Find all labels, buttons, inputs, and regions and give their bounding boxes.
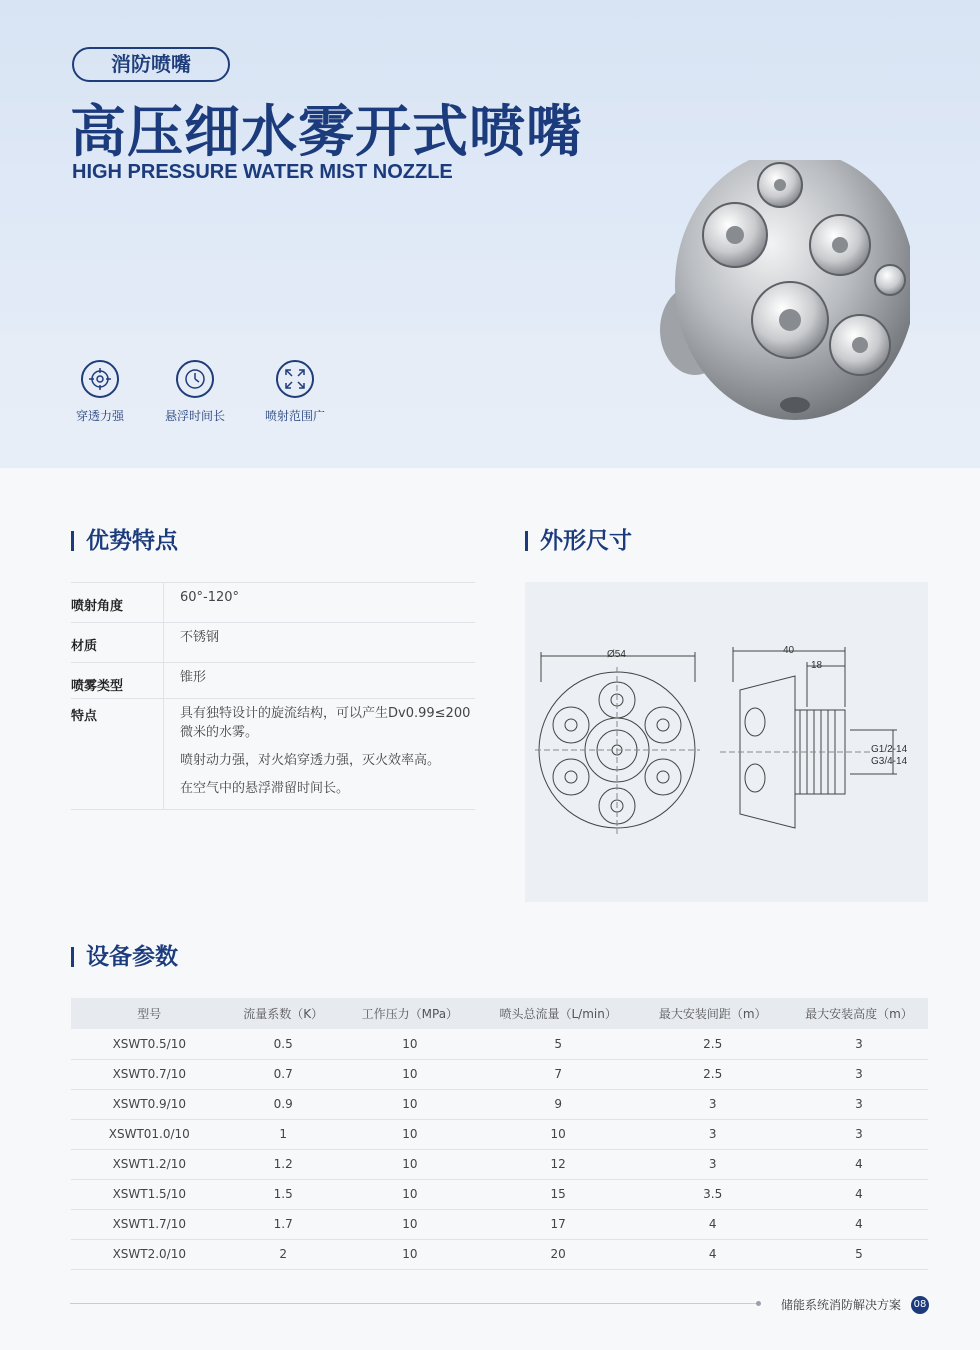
nozzle-product-image <box>655 160 910 430</box>
table-cell: 2.5 <box>635 1029 790 1059</box>
table-cell: 5 <box>481 1029 636 1059</box>
table-row <box>71 1179 928 1209</box>
clock-icon <box>176 360 214 398</box>
dim-thread-2: G3/4-14 <box>871 756 908 767</box>
table-cell: 3 <box>635 1089 790 1119</box>
table-cell: 2.5 <box>635 1059 790 1089</box>
table-row <box>71 1029 928 1059</box>
table-cell: XSWT2.0/10 <box>71 1239 228 1269</box>
page-number: 08 <box>911 1296 929 1314</box>
table-row <box>71 1059 928 1089</box>
dim-thread-1: G1/2-14 <box>871 744 908 755</box>
table-cell: 10 <box>339 1239 481 1269</box>
table-cell: 1.2 <box>228 1149 339 1179</box>
table-cell: 10 <box>339 1179 481 1209</box>
table-row <box>71 1119 928 1149</box>
col-header: 工作压力（MPa） <box>339 998 481 1029</box>
page-title: 高压细水雾开式喷嘴 <box>70 100 583 165</box>
table-cell: 10 <box>339 1149 481 1179</box>
table-row <box>71 1089 928 1119</box>
table-cell: 9 <box>481 1089 636 1119</box>
params-heading: 设备参数 <box>71 944 178 970</box>
table-cell: 3.5 <box>635 1179 790 1209</box>
table-cell: 15 <box>481 1179 636 1209</box>
spec-value: 锥形 <box>163 663 475 698</box>
feature-penetration <box>60 360 140 424</box>
table-cell: XSWT1.5/10 <box>71 1179 228 1209</box>
table-cell: 4 <box>635 1209 790 1239</box>
spec-key: 特点 <box>71 709 98 724</box>
col-header: 喷头总流量（L/min） <box>481 998 636 1029</box>
table-row <box>71 1209 928 1239</box>
table-cell: 10 <box>339 1059 481 1089</box>
spec-row <box>71 582 475 622</box>
col-header: 最大安装间距（m） <box>635 998 790 1029</box>
table-cell: XSWT1.7/10 <box>71 1209 228 1239</box>
table-cell: 0.5 <box>228 1029 339 1059</box>
dim-length: 40 <box>783 645 795 656</box>
feature-label: 喷射范围广 <box>264 409 325 423</box>
dimensions-heading: 外形尺寸 <box>525 528 632 554</box>
footer-text: 储能系统消防解决方案 <box>781 1298 902 1312</box>
advantages-heading: 优势特点 <box>71 528 178 554</box>
table-cell: 4 <box>790 1209 928 1239</box>
table-cell: 1 <box>228 1119 339 1149</box>
spec-value <box>163 699 475 809</box>
feature-label: 穿透力强 <box>75 409 124 423</box>
table-cell: 10 <box>339 1209 481 1239</box>
feature-line: 在空气中的悬浮滞留时间长。 <box>180 781 350 796</box>
table-row <box>71 1149 928 1179</box>
table-cell: 10 <box>481 1119 636 1149</box>
technical-drawing <box>525 582 928 902</box>
table-cell: 10 <box>339 1029 481 1059</box>
table-cell: 10 <box>339 1119 481 1149</box>
table-cell: 0.7 <box>228 1059 339 1089</box>
feature-label: 悬浮时间长 <box>164 409 225 423</box>
feature-line: 具有独特设计的旋流结构，可以产生Dv0.99≤200微米的水雾。 <box>180 706 471 740</box>
col-header: 最大安装高度（m） <box>790 998 928 1029</box>
spec-key: 材质 <box>71 639 98 654</box>
table-cell: 3 <box>790 1059 928 1089</box>
table-cell: 1.7 <box>228 1209 339 1239</box>
dim-thread-length: 18 <box>811 660 823 671</box>
table-cell: 5 <box>790 1239 928 1269</box>
table-cell: 3 <box>790 1089 928 1119</box>
table-cell: 7 <box>481 1059 636 1089</box>
spec-row <box>71 622 475 662</box>
table-cell: 4 <box>790 1179 928 1209</box>
spec-value: 60°-120° <box>163 583 475 622</box>
feature-icons <box>60 360 360 430</box>
table-cell: 4 <box>635 1239 790 1269</box>
feature-line: 喷射动力强，对火焰穿透力强，灭火效率高。 <box>180 753 441 768</box>
table-cell: XSWT0.9/10 <box>71 1089 228 1119</box>
dimension-drawing <box>525 582 928 902</box>
table-cell: 3 <box>790 1119 928 1149</box>
category-tag: 消防喷嘴 <box>72 47 230 82</box>
table-row <box>71 1239 928 1269</box>
table-cell: XSWT01.0/10 <box>71 1119 228 1149</box>
table-cell: 2 <box>228 1239 339 1269</box>
table-cell: 17 <box>481 1209 636 1239</box>
feature-suspension <box>155 360 235 424</box>
spec-table <box>71 582 475 810</box>
table-cell: 12 <box>481 1149 636 1179</box>
page-subtitle: HIGH PRESSURE WATER MIST NOZZLE <box>72 161 453 183</box>
table-cell: 20 <box>481 1239 636 1269</box>
table-cell: XSWT0.5/10 <box>71 1029 228 1059</box>
table-cell: 3 <box>635 1119 790 1149</box>
spec-key: 喷雾类型 <box>71 679 124 694</box>
table-cell: 4 <box>790 1149 928 1179</box>
col-header: 型号 <box>71 998 228 1029</box>
table-cell: 3 <box>790 1029 928 1059</box>
table-cell: XSWT1.2/10 <box>71 1149 228 1179</box>
table-cell: 1.5 <box>228 1179 339 1209</box>
spec-row <box>71 698 475 810</box>
table-cell: XSWT0.7/10 <box>71 1059 228 1089</box>
col-header: 流量系数（K） <box>228 998 339 1029</box>
footer-dot <box>756 1301 761 1306</box>
spec-key: 喷射角度 <box>71 599 124 614</box>
table-cell: 3 <box>635 1149 790 1179</box>
target-icon <box>81 360 119 398</box>
params-header-row <box>71 998 928 1029</box>
table-cell: 10 <box>339 1089 481 1119</box>
feature-range <box>255 360 335 424</box>
params-table <box>71 998 928 1270</box>
spec-row <box>71 662 475 698</box>
dim-diameter: Ø54 <box>607 649 626 660</box>
table-cell: 0.9 <box>228 1089 339 1119</box>
expand-icon <box>276 360 314 398</box>
footer-divider <box>70 1303 760 1304</box>
spec-value: 不锈钢 <box>163 623 475 662</box>
